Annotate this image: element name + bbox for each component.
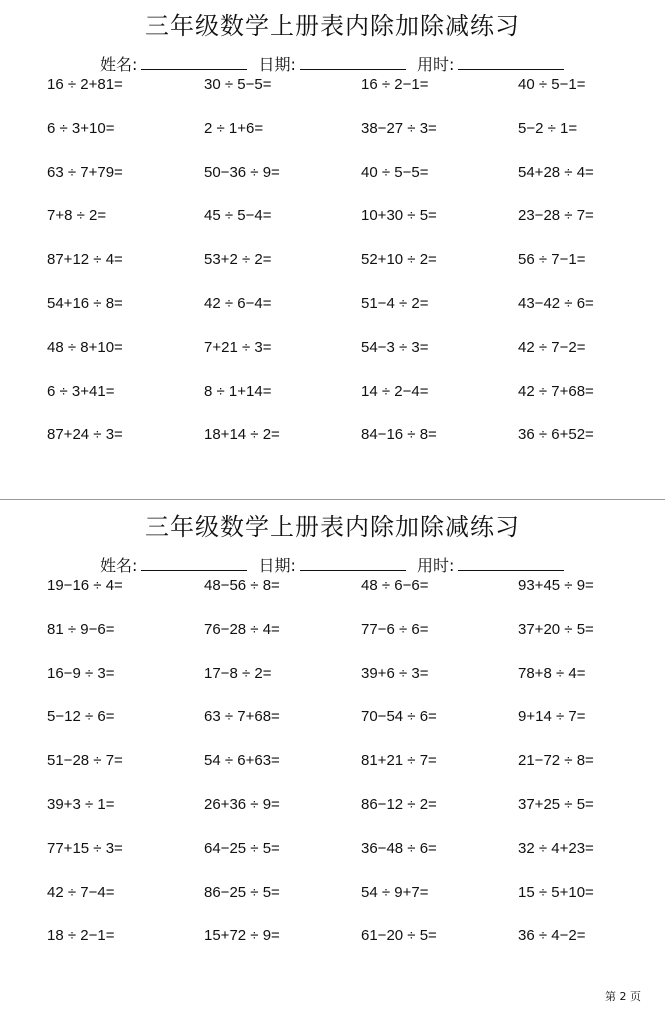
math-problem: 56 ÷ 7−1= <box>518 251 586 269</box>
math-problem: 7+8 ÷ 2= <box>47 207 107 225</box>
math-problem: 48−56 ÷ 8= <box>204 577 280 594</box>
name-blank[interactable] <box>141 55 247 70</box>
math-problem: 10+30 ÷ 5= <box>361 207 437 225</box>
math-problem: 37+25 ÷ 5= <box>518 795 594 813</box>
worksheet-title: 三年级数学上册表内除加除减练习 <box>145 513 520 541</box>
math-problem: 70−54 ÷ 6= <box>361 708 437 726</box>
math-problem: 39+3 ÷ 1= <box>47 795 115 813</box>
math-problem: 50−36 ÷ 9= <box>204 163 280 181</box>
math-problem: 51−4 ÷ 2= <box>361 294 429 312</box>
name-label: 姓名: <box>100 556 138 575</box>
math-problem: 53+2 ÷ 2= <box>204 251 272 269</box>
math-problem: 86−25 ÷ 5= <box>204 883 280 901</box>
math-problem: 77+15 ÷ 3= <box>47 839 123 857</box>
math-problem: 52+10 ÷ 2= <box>361 251 437 269</box>
math-problem: 45 ÷ 5−4= <box>204 207 272 225</box>
worksheet-title: 三年级数学上册表内除加除减练习 <box>145 12 520 40</box>
time-blank[interactable] <box>458 55 564 70</box>
math-problem: 54+16 ÷ 8= <box>47 294 123 312</box>
worksheet-1 <box>0 0 665 500</box>
date-blank[interactable] <box>300 55 406 70</box>
student-info-row <box>100 553 570 576</box>
math-problem: 37+20 ÷ 5= <box>518 620 594 638</box>
time-blank[interactable] <box>458 556 564 571</box>
math-problem: 17−8 ÷ 2= <box>204 664 272 682</box>
math-problem: 36 ÷ 6+52= <box>518 426 594 444</box>
math-problem: 63 ÷ 7+68= <box>204 708 280 726</box>
math-problem: 21−72 ÷ 8= <box>518 752 594 770</box>
math-problem: 40 ÷ 5−1= <box>518 76 586 93</box>
math-problem: 54+28 ÷ 4= <box>518 163 594 181</box>
math-problem: 54 ÷ 9+7= <box>361 883 429 901</box>
math-problem: 42 ÷ 7+68= <box>518 382 594 400</box>
math-problem: 5−2 ÷ 1= <box>518 119 578 137</box>
math-problem: 16−9 ÷ 3= <box>47 664 115 682</box>
math-problem: 8 ÷ 1+14= <box>204 382 272 400</box>
math-problem: 81 ÷ 9−6= <box>47 620 115 638</box>
page-number: 第 2 页 <box>605 990 641 1003</box>
math-problem: 18+14 ÷ 2= <box>204 426 280 444</box>
math-problem: 18 ÷ 2−1= <box>47 927 115 945</box>
math-problem: 48 ÷ 8+10= <box>47 338 123 356</box>
math-problem: 9+14 ÷ 7= <box>518 708 586 726</box>
math-problem: 39+6 ÷ 3= <box>361 664 429 682</box>
math-problem: 32 ÷ 4+23= <box>518 839 594 857</box>
date-label: 日期: <box>258 55 296 74</box>
math-problem: 36−48 ÷ 6= <box>361 839 437 857</box>
math-problem: 54−3 ÷ 3= <box>361 338 429 356</box>
math-problem: 6 ÷ 3+41= <box>47 382 115 400</box>
math-problem: 81+21 ÷ 7= <box>361 752 437 770</box>
math-problem: 19−16 ÷ 4= <box>47 577 123 594</box>
math-problem: 87+24 ÷ 3= <box>47 426 123 444</box>
math-problem: 14 ÷ 2−4= <box>361 382 429 400</box>
math-problem: 84−16 ÷ 8= <box>361 426 437 444</box>
date-label: 日期: <box>258 556 296 575</box>
math-problem: 23−28 ÷ 7= <box>518 207 594 225</box>
math-problem: 63 ÷ 7+79= <box>47 163 123 181</box>
date-blank[interactable] <box>300 556 406 571</box>
math-problem: 2 ÷ 1+6= <box>204 119 264 137</box>
worksheet-2 <box>0 501 665 1001</box>
problem-grid <box>47 75 665 469</box>
math-problem: 87+12 ÷ 4= <box>47 251 123 269</box>
math-problem: 86−12 ÷ 2= <box>361 795 437 813</box>
math-problem: 26+36 ÷ 9= <box>204 795 280 813</box>
math-problem: 78+8 ÷ 4= <box>518 664 586 682</box>
math-problem: 93+45 ÷ 9= <box>518 577 594 594</box>
math-problem: 42 ÷ 7−2= <box>518 338 586 356</box>
math-problem: 54 ÷ 6+63= <box>204 752 280 770</box>
math-problem: 48 ÷ 6−6= <box>361 577 429 594</box>
problem-grid <box>47 576 665 970</box>
math-problem: 43−42 ÷ 6= <box>518 294 594 312</box>
math-problem: 77−6 ÷ 6= <box>361 620 429 638</box>
math-problem: 61−20 ÷ 5= <box>361 927 437 945</box>
math-problem: 51−28 ÷ 7= <box>47 752 123 770</box>
math-problem: 30 ÷ 5−5= <box>204 76 272 93</box>
math-problem: 16 ÷ 2+81= <box>47 76 123 93</box>
name-label: 姓名: <box>100 55 138 74</box>
math-problem: 5−12 ÷ 6= <box>47 708 115 726</box>
math-problem: 16 ÷ 2−1= <box>361 76 429 93</box>
math-problem: 6 ÷ 3+10= <box>47 119 115 137</box>
math-problem: 15 ÷ 5+10= <box>518 883 594 901</box>
math-problem: 40 ÷ 5−5= <box>361 163 429 181</box>
time-label: 用时: <box>417 55 455 74</box>
name-blank[interactable] <box>141 556 247 571</box>
student-info-row <box>100 52 570 75</box>
math-problem: 36 ÷ 4−2= <box>518 927 586 945</box>
math-problem: 64−25 ÷ 5= <box>204 839 280 857</box>
math-problem: 76−28 ÷ 4= <box>204 620 280 638</box>
math-problem: 15+72 ÷ 9= <box>204 927 280 945</box>
math-problem: 7+21 ÷ 3= <box>204 338 272 356</box>
math-problem: 42 ÷ 6−4= <box>204 294 272 312</box>
math-problem: 38−27 ÷ 3= <box>361 119 437 137</box>
page-divider <box>0 499 665 500</box>
math-problem: 42 ÷ 7−4= <box>47 883 115 901</box>
time-label: 用时: <box>417 556 455 575</box>
